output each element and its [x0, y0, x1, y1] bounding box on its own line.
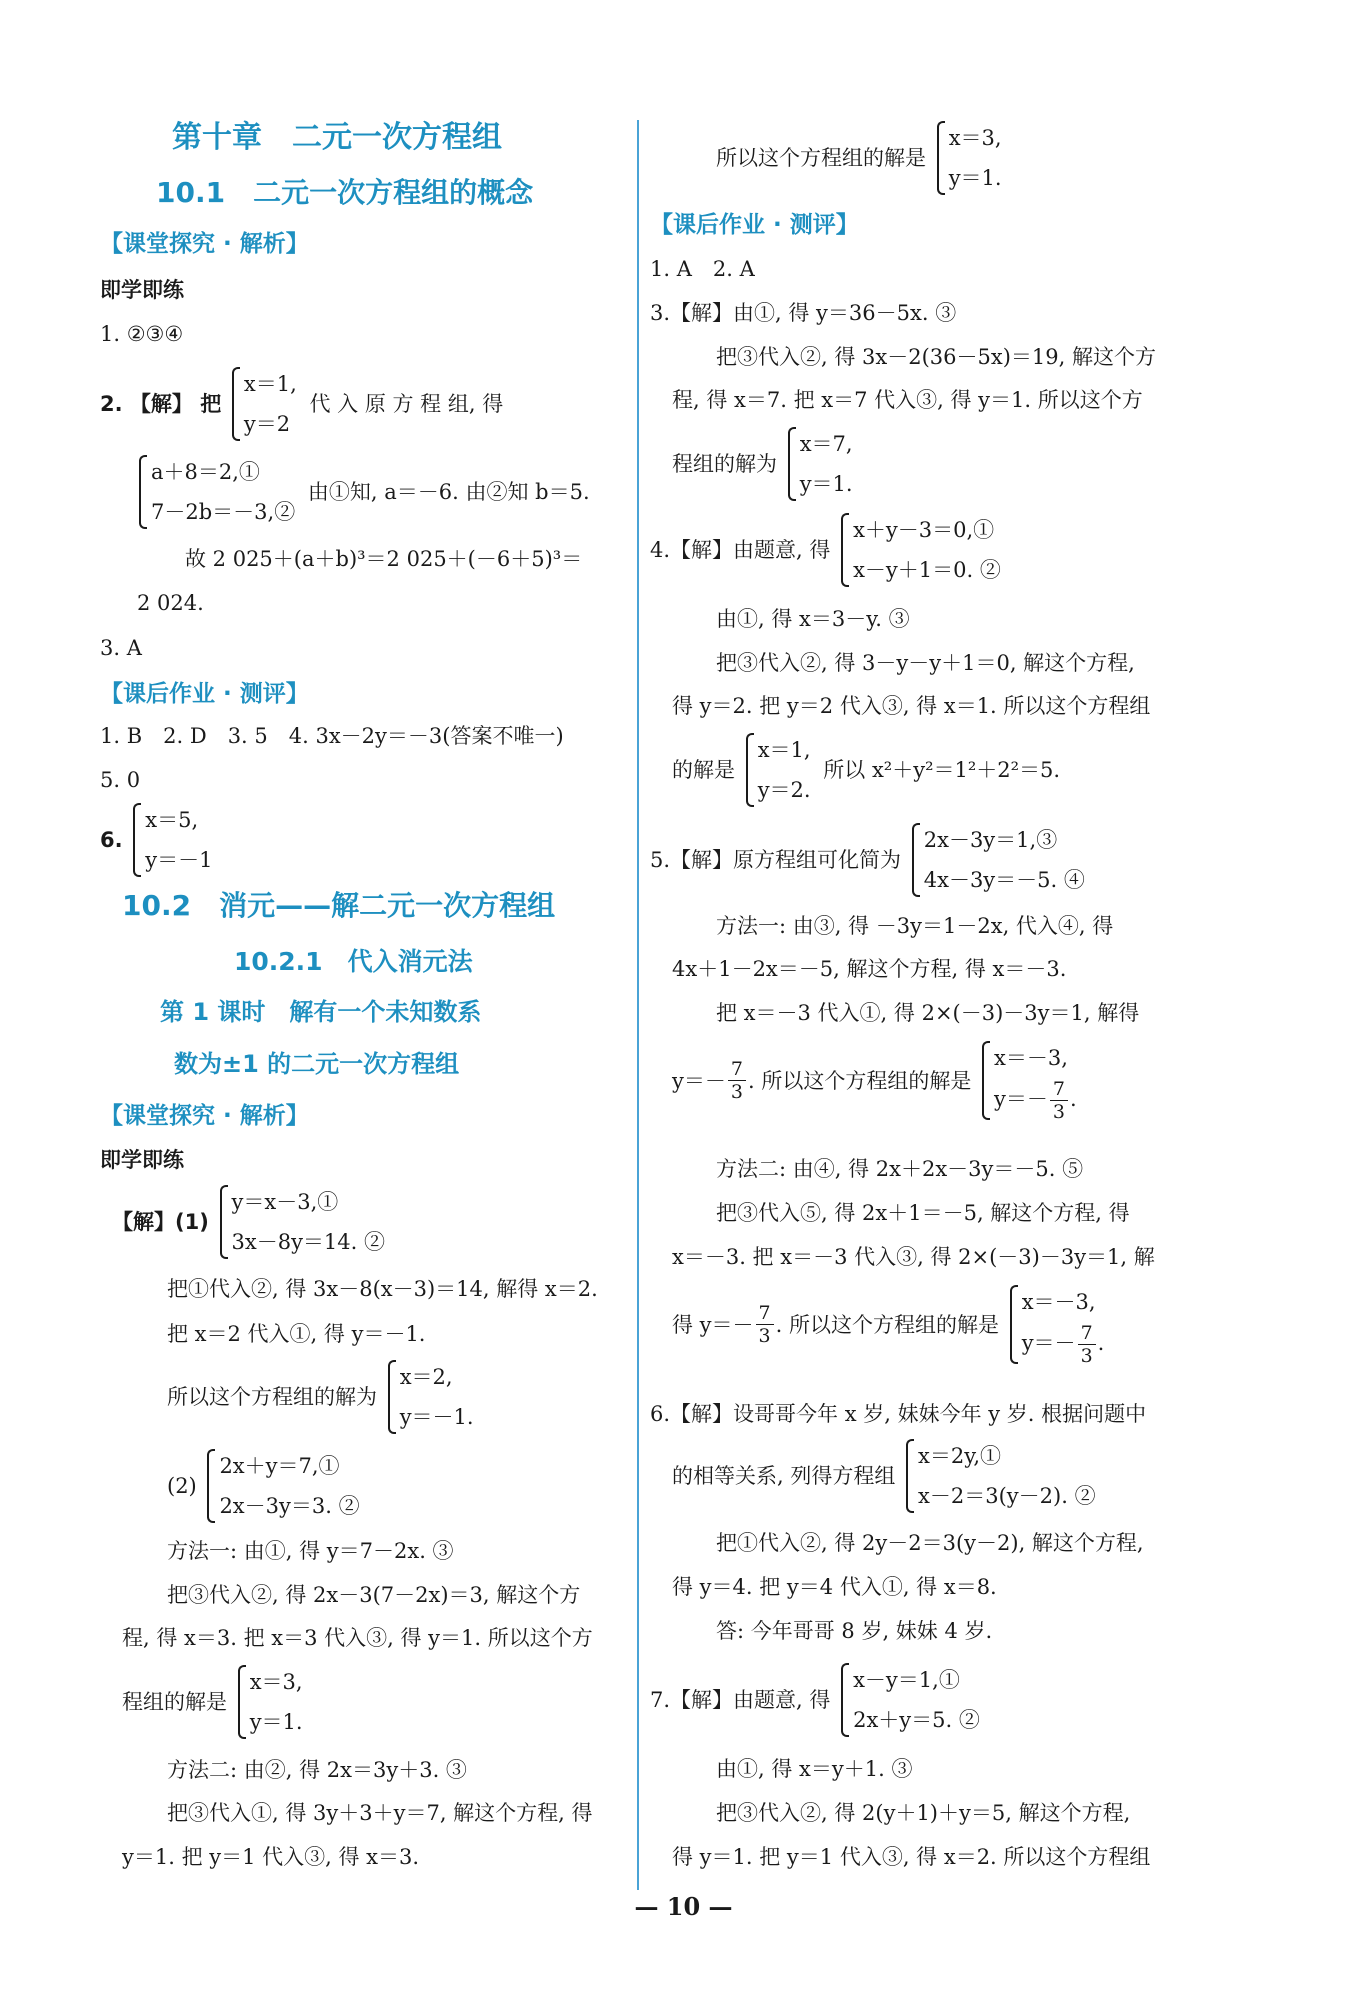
- text-line: x＝－3. 把 x＝－3 代入③, 得 2×(－3)－3y＝1, 解: [672, 1245, 1155, 1269]
- fraction-denominator: 3: [1080, 1345, 1093, 1367]
- eq-text: .: [1069, 1087, 1077, 1111]
- tag-class-explore: 【课堂探究 · 解析】: [100, 231, 309, 257]
- homework-answer-5: 5. 0: [100, 768, 141, 792]
- eq-row: y＝x－3,①: [231, 1190, 339, 1214]
- answer-2-system: [135, 452, 590, 532]
- eq-row: y＝2: [243, 412, 291, 436]
- solution-2-answer: [122, 1662, 309, 1742]
- homework-answer-4-result: [672, 730, 1060, 810]
- answer-2: [100, 364, 503, 444]
- text-line: 把 x＝2 代入①, 得 y＝－1.: [167, 1322, 426, 1346]
- equation-system: [388, 1357, 474, 1437]
- text-line: 4x＋1－2x＝－5, 解这个方程, 得 x＝－3.: [672, 957, 1067, 981]
- page-number: — 10 —: [634, 1892, 733, 1921]
- homework-answer-6: 6.【解】设哥哥今年 x 岁, 妹妹今年 y 岁. 根据问题中: [650, 1402, 1147, 1426]
- text-line: 的解是: [672, 758, 735, 782]
- eq-text: y＝－: [994, 1087, 1048, 1111]
- text-line: 所以这个方程组的解是: [716, 146, 926, 170]
- solution-1: [112, 1182, 391, 1262]
- text-line: 所以 x²＋y²＝1²＋2²＝5.: [823, 758, 1061, 782]
- eq-row: 2x－3y＝1,③: [923, 828, 1058, 852]
- equation-system: [841, 1660, 980, 1740]
- eq-row: x＝－3,: [1021, 1290, 1096, 1314]
- text-line: 由①, 得 x＝3－y. ③: [716, 607, 910, 631]
- subsection-heading-10-2-1: 10.2.1 代入消元法: [234, 947, 473, 976]
- homework-answer-3-result: [672, 424, 859, 504]
- equation-system: [912, 820, 1085, 900]
- text-line: 代 入 原 方 程 组, 得: [309, 392, 504, 416]
- eq-row: 7－2b＝－3,②: [151, 500, 296, 524]
- fraction-denominator: 3: [730, 1081, 743, 1103]
- text-line: 由①知, a＝－6. 由②知 b＝5.: [307, 480, 590, 504]
- fraction-denominator: 3: [758, 1325, 771, 1347]
- answer-6-label: 6.: [100, 828, 123, 852]
- section-heading-10-2: 10.2 消元——解二元一次方程组: [122, 889, 556, 922]
- text-line: y＝1. 把 y＝1 代入③, 得 x＝3.: [122, 1845, 420, 1869]
- eq-row: 2x＋y＝5. ②: [853, 1708, 980, 1732]
- text-line: 方法二: 由④, 得 2x＋2x－3y＝－5. ⑤: [716, 1157, 1084, 1181]
- eq-row: x＝7,: [799, 432, 853, 456]
- text-line: 4.【解】由题意, 得: [650, 538, 831, 562]
- text-line: 把①代入②, 得 3x－8(x－3)＝14, 解得 x＝2.: [167, 1277, 598, 1301]
- homework-answer-6: [100, 800, 219, 880]
- text-line: 程组的解是: [122, 1690, 227, 1714]
- eq-row: y＝1.: [249, 1710, 303, 1734]
- text-line: 把①代入②, 得 2y－2＝3(y－2), 解这个方程,: [716, 1531, 1144, 1555]
- eq-row: [1022, 1322, 1105, 1367]
- tag-class-explore: 【课堂探究 · 解析】: [100, 1103, 309, 1129]
- answer-1: 1. ②③④: [100, 322, 184, 346]
- text-line: 得 y＝1. 把 y＝1 代入③, 得 x＝2. 所以这个方程组: [672, 1845, 1151, 1869]
- eq-row: 2x－3y＝3. ②: [219, 1494, 360, 1518]
- chapter-title: 第十章 二元一次方程组: [172, 120, 502, 155]
- answer-3: 3. A: [100, 636, 142, 660]
- text-line: 把③代入⑤, 得 2x＋1＝－5, 解这个方程, 得: [716, 1201, 1130, 1225]
- fraction: [1050, 1078, 1068, 1123]
- eq-row: [994, 1078, 1077, 1123]
- text-line: 程组的解为: [672, 452, 777, 476]
- eq-row: y＝－1: [145, 848, 213, 872]
- homework-answer-5-method2-result: [672, 1282, 1110, 1367]
- eq-row: x＝2,: [399, 1365, 453, 1389]
- text-line: 答: 今年哥哥 8 岁, 妹妹 4 岁.: [716, 1619, 993, 1643]
- eq-row: x＋y－3＝0,①: [853, 518, 995, 542]
- text-line: 把③代入①, 得 3y＋3＋y＝7, 解这个方程, 得: [167, 1801, 593, 1825]
- equation-system: [788, 424, 853, 504]
- equation-system: [937, 118, 1002, 198]
- eq-row: 3x－8y＝14. ②: [231, 1230, 386, 1254]
- text-line: 得 y＝2. 把 y＝2 代入③, 得 x＝1. 所以这个方程组: [672, 694, 1151, 718]
- homework-answers: 1. B 2. D 3. 5 4. 3x－2y＝－3(答案不唯一): [100, 724, 564, 748]
- equation-system: [746, 730, 811, 810]
- homework-answer-5-method1-result: [672, 1038, 1083, 1123]
- eq-row: x＝3,: [948, 126, 1002, 150]
- text-line: 所以这个方程组的解为: [167, 1385, 377, 1409]
- fraction: [728, 1058, 746, 1103]
- eq-row: a＋8＝2,①: [151, 460, 260, 484]
- homework-answer-4: [650, 510, 1007, 590]
- eq-row: x＝5,: [145, 808, 199, 832]
- equation-system: [1010, 1282, 1105, 1367]
- text-line: 由①, 得 x＝y＋1. ③: [716, 1757, 913, 1781]
- text-line: 方法一: 由③, 得 －3y＝1－2x, 代入④, 得: [716, 914, 1114, 938]
- eq-row: x＝3,: [249, 1670, 303, 1694]
- text-line: . 所以这个方程组的解是: [747, 1068, 972, 1093]
- tag-homework: 【课后作业 · 测评】: [100, 681, 309, 707]
- text-line: 把③代入②, 得 3x－2(36－5x)＝19, 解这个方: [716, 345, 1156, 369]
- eq-text: .: [1097, 1331, 1105, 1355]
- eq-row: x－y＝1,①: [853, 1668, 960, 1692]
- eq-row: x＝－3,: [994, 1046, 1068, 1070]
- eq-row: x＝1,: [757, 738, 811, 762]
- text-line: 方法二: 由②, 得 2x＝3y＋3. ③: [167, 1758, 467, 1782]
- jixue-heading: 即学即练: [100, 278, 184, 302]
- equation-system: [207, 1446, 359, 1526]
- text-line: 得 y＝－: [672, 1312, 754, 1337]
- fraction-numerator: 7: [756, 1302, 774, 1325]
- homework-answer-6-system: [672, 1436, 1102, 1516]
- equation-system: [133, 800, 212, 880]
- equation-system: [982, 1038, 1077, 1123]
- text-line: 7.【解】由题意, 得: [650, 1688, 831, 1712]
- eq-row: y＝1.: [948, 166, 1002, 190]
- eq-row: x＝1,: [243, 372, 297, 396]
- equation-system: [220, 1182, 386, 1262]
- text-line: 故 2 025＋(a＋b)³＝2 025＋(－6＋5)³＝: [185, 547, 583, 571]
- fraction-numerator: 7: [1050, 1078, 1068, 1101]
- text-line: 的相等关系, 列得方程组: [672, 1464, 896, 1488]
- eq-text: y＝－: [1021, 1331, 1076, 1355]
- jixue-heading: 即学即练: [100, 1148, 184, 1172]
- fraction-denominator: 3: [1052, 1101, 1065, 1123]
- text-line: 方法一: 由①, 得 y＝7－2x. ③: [167, 1539, 454, 1563]
- text-line: 程, 得 x＝3. 把 x＝3 代入③, 得 y＝1. 所以这个方: [122, 1626, 593, 1650]
- text-line: 把③代入②, 得 2x－3(7－2x)＝3, 解这个方: [167, 1583, 581, 1607]
- equation-system: [841, 510, 1001, 590]
- eq-row: x＝2y,①: [918, 1444, 1002, 1468]
- fraction: [1078, 1322, 1096, 1367]
- text-line: 2 024.: [137, 591, 204, 615]
- fraction-numerator: 7: [728, 1058, 746, 1081]
- eq-row: y＝2.: [757, 778, 811, 802]
- text-line: 把③代入②, 得 3－y－y＋1＝0, 解这个方程,: [716, 651, 1135, 675]
- homework-answer-3: 3.【解】由①, 得 y＝36－5x. ③: [650, 301, 957, 325]
- eq-row: y＝1.: [799, 472, 853, 496]
- column-divider: [637, 120, 639, 1890]
- text-line: 程, 得 x＝7. 把 x＝7 代入③, 得 y＝1. 所以这个方: [672, 388, 1143, 412]
- eq-row: y＝－1.: [399, 1405, 474, 1429]
- lesson-title-line-1: 第 1 课时 解有一个未知数系: [160, 998, 482, 1026]
- eq-row: x－y＋1＝0. ②: [853, 558, 1001, 582]
- solution-label: (2): [167, 1474, 197, 1498]
- equation-system: [906, 1436, 1096, 1516]
- solution-2: [167, 1446, 366, 1526]
- lesson-title-line-2: 数为±1 的二元一次方程组: [174, 1050, 460, 1078]
- solution-label: 【解】(1): [112, 1210, 209, 1234]
- equation-system: [232, 364, 297, 444]
- continued-answer: [716, 118, 1008, 198]
- text-line: 把 x＝－3 代入①, 得 2×(－3)－3y＝1, 解得: [716, 1001, 1140, 1025]
- section-heading-10-1: 10.1 二元一次方程组的概念: [156, 176, 534, 209]
- text-line: 把③代入②, 得 2(y＋1)＋y＝5, 解这个方程,: [716, 1801, 1131, 1825]
- homework-answer-5: [650, 820, 1091, 900]
- equation-system: [238, 1662, 303, 1742]
- solution-1-answer: [167, 1357, 480, 1437]
- equation-system: [139, 452, 295, 532]
- fraction-numerator: 7: [1078, 1322, 1096, 1345]
- eq-row: x－2＝3(y－2). ②: [918, 1484, 1096, 1508]
- answer-2-label: 2. 【解】 把: [100, 392, 222, 416]
- tag-homework: 【课后作业 · 测评】: [650, 212, 859, 238]
- text-line: 5.【解】原方程组可化简为: [650, 848, 902, 872]
- text-line: 得 y＝4. 把 y＝4 代入①, 得 x＝8.: [672, 1575, 997, 1599]
- eq-row: 2x＋y＝7,①: [219, 1454, 340, 1478]
- homework-answers: 1. A 2. A: [650, 257, 755, 281]
- eq-row: 4x－3y＝－5. ④: [923, 868, 1085, 892]
- text-line: . 所以这个方程组的解是: [775, 1312, 999, 1337]
- homework-answer-7: [650, 1660, 986, 1740]
- text-line: y＝－: [672, 1068, 726, 1093]
- fraction: [756, 1302, 774, 1347]
